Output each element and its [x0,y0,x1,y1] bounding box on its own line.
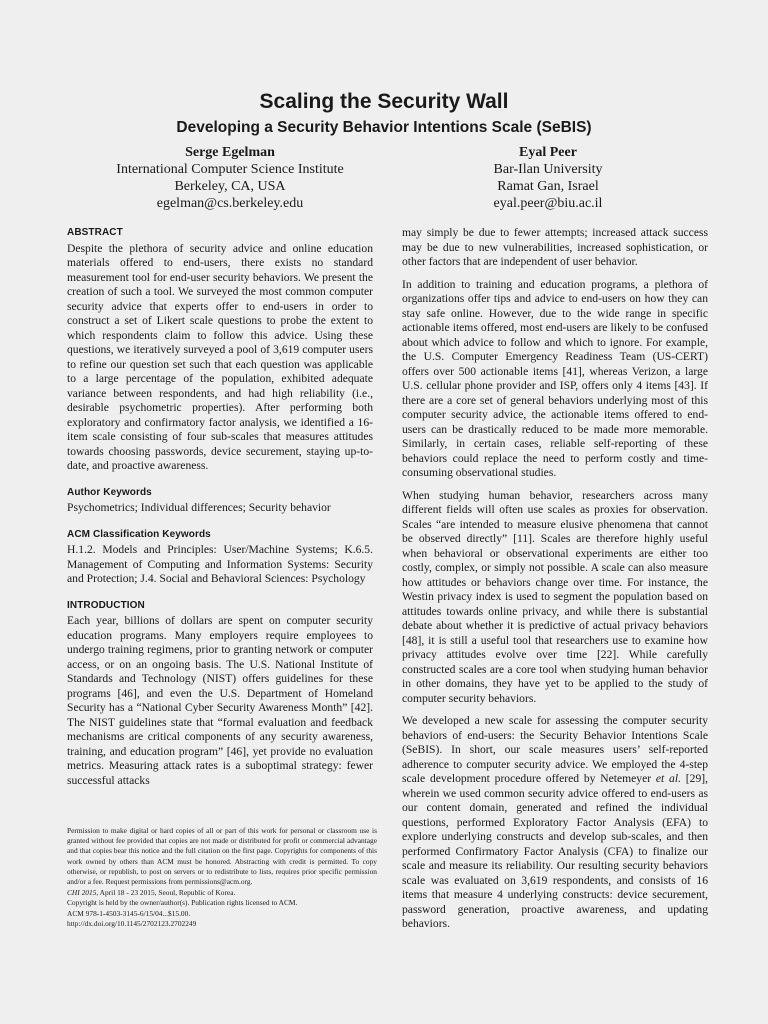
body-paragraph: In addition to training and education programs, a plethora of organizations offer tips and advice to end-users on how they can stay safe online. However, due to the wide range in specific actionable items offered, most end-users are likely to be confused about which advice to follow and which to ignore. For example, the U.S. Computer Emergency Readiness Team (US-CERT) offers over 500 actionable items [41], whereas Verizon, a large U.S. cellular phone provider and ISP, offers only 4 items [43]. If there are a core set of general behaviors underlying most of this computer security advice, the actionable items offered to end-users can be drastically reduced to be made more memorable. Similarly, in certain cases, reliable self-reporting of these behaviors could replace the need to perform costly and time-consuming observational studies. [402,277,708,479]
author-email: eyal.peer@biu.ac.il [493,196,603,211]
author-affiliation: Bar-Ilan University [493,162,603,177]
right-column [402,226,708,940]
author-location: Ramat Gan, Israel [497,179,599,194]
abstract-section [67,226,373,474]
author-block-2 [398,144,698,212]
text-run: We developed a new scale for assessing the computer security behaviors of end-users: the Security Behavior Intentions Scale (SeBIS). In short, our scale measures users’ self-reported adherence to computer security advice. We employed the 4-step scale development procedure offered by Netemeyer [402,714,708,785]
conference-details: , April 18 - 23 2015, Seoul, Republic of Korea. [96,888,236,898]
paper-title: Scaling the Security Wall [259,90,509,113]
author-name: Serge Egelman [185,145,275,160]
introduction-heading: INTRODUCTION [67,599,145,611]
conference-name: CHI 2015 [67,888,97,898]
isbn-line: ACM 978-1-4503-3145-6/15/04...$15.00. [67,908,191,918]
introduction-section [67,599,373,789]
acm-keywords-text: H.1.2. Models and Principles: User/Machine Systems; K.6.5. Management of Computing and Information Systems: Security and Protection; J.4. Social and Behavioral Sciences: Psychology [67,543,373,585]
author-block-1 [80,144,380,212]
author-email: egelman@cs.berkeley.edu [156,196,304,211]
acm-keywords-section [67,528,373,587]
author-keywords-heading: Author Keywords [67,486,152,498]
author-name: Eyal Peer [519,145,577,160]
permission-footnote [67,826,377,929]
acm-keywords-heading: ACM Classification Keywords [67,528,211,540]
abstract-text: Despite the plethora of security advice and online education materials offered to end-users, there exists no standard measurement tool for end-user security behaviors. We present the creation of such a tool. We surveyed the most common computer security advice that experts offer to end-users in order to construct a set of Likert scale questions to probe the extent to which respondents claim to follow this advice. Using these questions, we iteratively surveyed a pool of 3,619 computer users to refine our question set such that each question was applicable to a large percentage of the population, exhibited adequate variance between respondents, and had high reliability (i.e., desirable psychometric properties). After performing both exploratory and confirmatory factor analysis, we identified a 16-item scale consisting of four sub-scales that measures attitudes towards choosing passwords, device securement, staying up-to-date, and proactive awareness. [67,241,373,472]
permission-text: Permission to make digital or hard copies of all or part of this work for personal or classroom use is granted without fee provided that copies are not made or distributed for profit or commercial advantage and that copies bear this notice and the full citation on the first page. Copyrights for components of this work owned by others than ACM must be honored. Abstracting with credit is permitted. To copy otherwise, or republish, to post on servers or to redistribute to lists, requires prior specific permission and/or a fee. Request permissions from permissions@acm.org. [67,826,377,887]
conference-line [67,888,377,898]
copyright-line: Copyright is held by the owner/author(s). Publication rights licensed to ACM. [67,898,298,908]
author-location: Berkeley, CA, USA [174,179,286,194]
author-keywords-section [67,486,373,516]
body-paragraph-last [402,714,708,932]
introduction-text: Each year, billions of dollars are spent on computer security education programs. Many employers require employees to undergo training regimens, prior to granting network or computer access, or on an ongoing basis. The U.S. National Institute of Standards and Technology (NIST) offers guidelines for these programs [46], and even the U.S. Department of Homeland Security has a “National Cyber Security Awareness Month” [42]. The NIST guidelines state that “formal evaluation and feedback mechanisms are critical components of any security awareness, training, and education program” [46], yet provide no evaluation metrics. Measuring attack rates is a suboptimal strategy: fewer successful attacks [67,614,373,787]
left-column [67,226,373,800]
paper-subtitle: Developing a Security Behavior Intentions Scale (SeBIS) [176,119,592,136]
doi-link[interactable]: http://dx.doi.org/10.1145/2702123.2702249 [67,918,197,928]
text-run-italic: et al. [655,772,681,785]
body-paragraph: may simply be due to fewer attempts; increased attack success may be due to new vulnerabilities, increased sophistication, or other factors that are independent of user behavior. [402,226,708,268]
abstract-heading: ABSTRACT [67,227,123,238]
text-run: [29], wherein we used common security advice offered to end-users as our content domain, generated and refined the individual questions, performed Exploratory Factor Analysis (EFA) to explore underlying constructs and develop sub-scales, and then performed Confirmatory Factor Analysis (CFA) to finalize our scale and measure its reliability. Our resulting security behaviors scale was evaluated on 3,619 respondents, and consists of 16 items that measure 4 underlying constructs: device securement, password generation, proactive awareness, and updating behaviors. [402,772,708,930]
author-keywords-text: Psychometrics; Individual differences; Security behavior [67,501,331,514]
author-affiliation: International Computer Science Institute [116,162,344,177]
body-paragraph: When studying human behavior, researchers across many different fields will often use scales as proxies for observation. Scales “are intended to measure elusive phenomena that cannot be observed directly” [11]. Scales are therefore highly useful when behavioral or observational experiments are either too costly, complex, or simply not possible. A scale can also measure how attitudes or behaviors change over time. For instance, the Westin privacy index is used to segment the population based on attitudes towards online privacy, and while there is substantial debate about whether it is predictive of actual privacy behaviors [48], it is still a useful tool that researchers use to examine how privacy attitudes evolve over time [22]. While carefully constructed scales are a core tool when studying human behavior in other domains, they have yet to be applied to the study of computer security behaviors. [402,488,708,705]
